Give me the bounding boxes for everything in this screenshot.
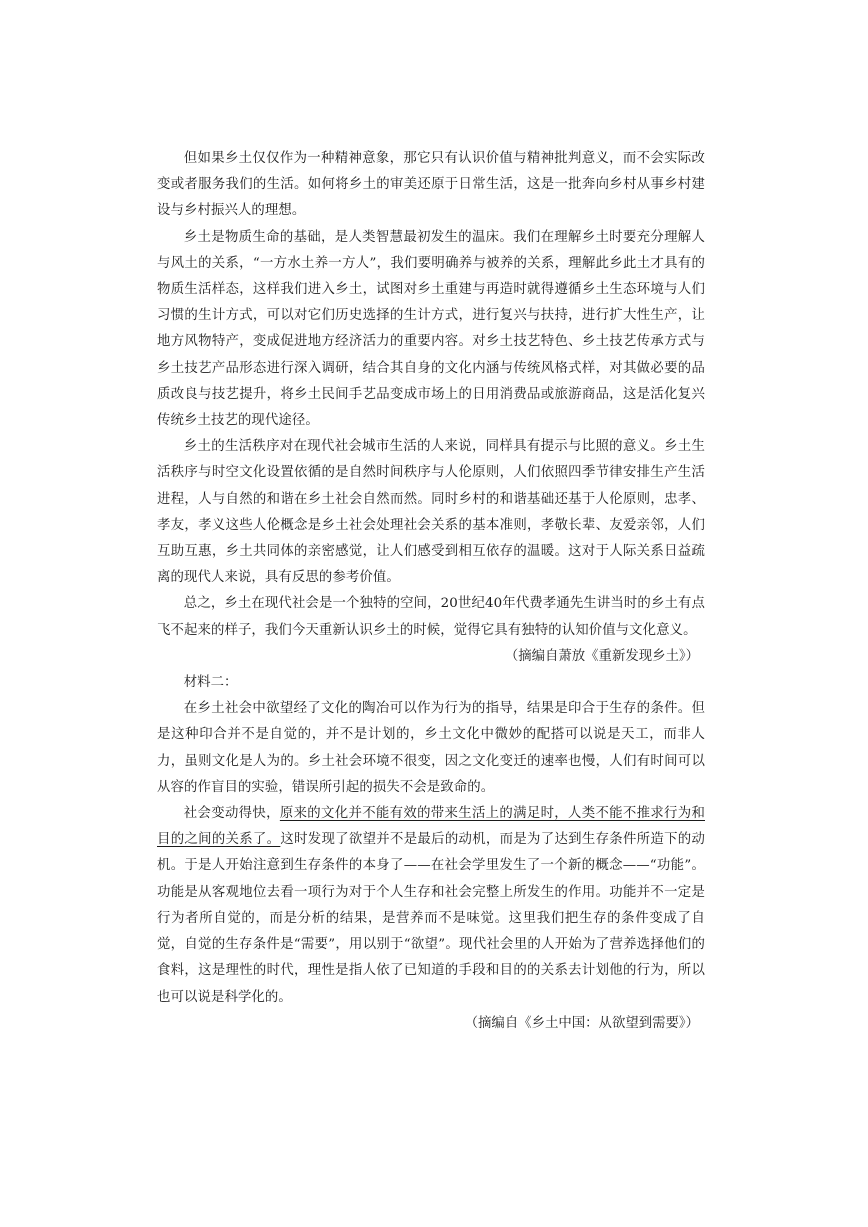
paragraph-4: 总之，乡土在现代社会是一个独特的空间，20世纪40年代费孝通先生讲当时的乡土有点飞不起来的样子，我们今天重新认识乡土的时候，觉得它具有独特的认知价值与文化意义。 — [157, 596, 705, 638]
article-body — [157, 146, 705, 1037]
source-citation-2: （摘编自《乡土中国：从欲望到需要》） — [464, 1015, 699, 1031]
paragraph-2: 乡土是物质生命的基础，是人类智慧最初发生的温床。我们在理解乡土时要充分理解人与风土的关系，“一方水土养一方人”，我们要明确养与被养的关系，理解此乡此土才具有的物质生活样态，这样我们进入乡土，试图对乡土重建与再造时就得遵循乡土生态环境与人们习惯的生计方式，可以对它们历史选择的生计方式，进行复兴与扶持，进行扩大性生产，让地方风物特产，变成促进地方经济活力的重要内容。对乡土技艺特色、乡土技艺传承方式与乡土技艺产品形态进行深入调研，结合其自身的文化内涵与传统风格式样，对其做必要的品质改良与技艺提升，将乡土民间手艺品变成市场上的日用消费品或旅游商品，这是活化复兴传统乡土技艺的现代途径。 — [157, 229, 705, 429]
paragraph-5: 在乡土社会中欲望经了文化的陶冶可以作为行为的指导，结果是印合于生存的条件。但是这种印合并不是自觉的，并不是计划的，乡土文化中微妙的配搭可以说是天工，而非人力，虽则文化是人为的。乡土社会环境不很变，因之文化变迁的速率也慢，人们有时间可以从容的作盲目的实验，错误所引起的损失不会是致命的。 — [157, 701, 705, 795]
source-citation-1: （摘编自萧放《重新发现乡土》） — [504, 648, 699, 664]
paragraph-6-rest: 这时发现了欲望并不是最后的动机，而是为了达到生存条件所造下的动机。于是人开始注意到生存条件的本身了——在社会学里发生了一个新的概念——“功能”。功能是从客观地位去看一项行为对于个人生存和社会完整上所发生的作用。功能并不一定是行为者所自觉的，而是分析的结果，是营养而不是味觉。这里我们把生存的条件变成了自觉，自觉的生存条件是“需要”，用以别于“欲望”。现代社会里的人开始为了营养选择他们的食料，这是理性的时代，理性是指人依了已知道的手段和目的的关系去计划他的行为，所以也可以说是科学化的。 — [157, 832, 705, 1005]
underlined-sentence: 原来的文化并不能有效的带来生活上的满足时，人类不能不推求行为和目的之间的关系了。 — [157, 806, 705, 848]
paragraph-3: 乡土的生活秩序对在现代社会城市生活的人来说，同样具有提示与比照的意义。乡土生活秩序与时空文化设置依循的是自然时间秩序与人伦原则，人们依照四季节律安排生产生活进程，人与自然的和谐在乡土社会自然而然。同时乡村的和谐基础还基于人伦原则，忠孝、孝友，孝义这些人伦概念是乡土社会处理社会关系的基本准则，孝敬长辈、友爱亲邻，人们互助互惠，乡土共同体的亲密感觉，让人们感受到相互依存的温暖。这对于人际关系日益疏离的现代人来说，具有反思的参考价值。 — [157, 439, 705, 586]
paragraph-1: 但如果乡土仅仅作为一种精神意象，那它只有认识价值与精神批判意义，而不会实际改变或者服务我们的生活。如何将乡土的审美还原于日常生活，这是一批奔向乡村从事乡村建设与乡村振兴人的理想。 — [157, 151, 705, 219]
paragraph-6-lead: 社会变动得快， — [183, 806, 280, 822]
paragraph-6 — [157, 801, 705, 1011]
material-2-label: 材料二： — [183, 675, 238, 691]
